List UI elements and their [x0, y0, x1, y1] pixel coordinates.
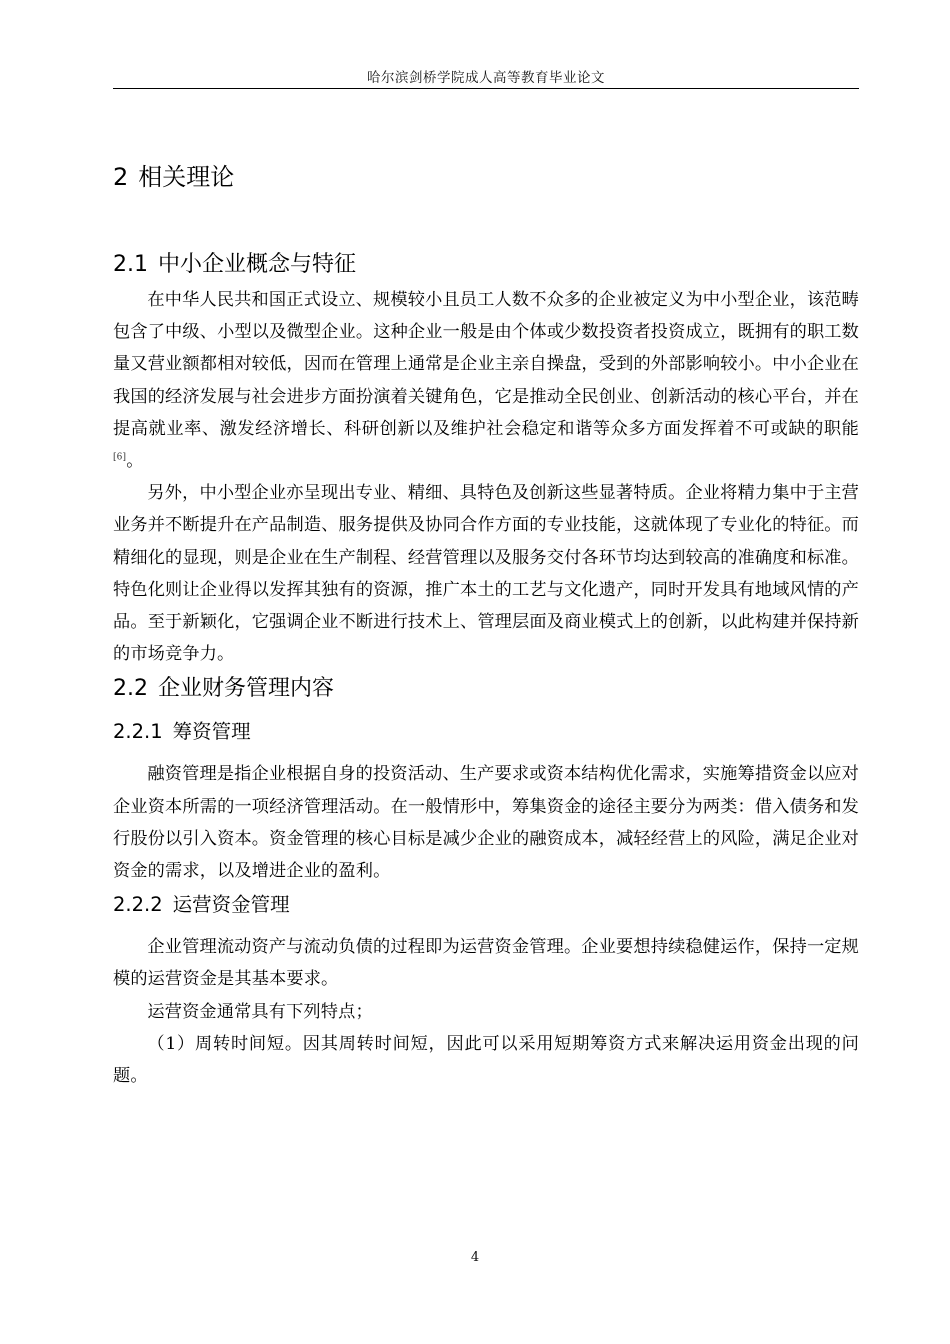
subsection-title: 筹资管理	[172, 720, 251, 744]
subsection-heading-2-2-1	[113, 714, 859, 750]
paragraph-working-capital: 企业管理流动资产与流动负债的过程即为运营资金管理。企业要想持续稳健运作，保持一定规模的运营资金是其基本要求。	[113, 937, 859, 990]
spacer	[113, 750, 859, 758]
section-title: 企业财务管理内容	[158, 676, 335, 702]
chapter-heading	[113, 155, 859, 199]
chapter-title: 相关理论	[138, 163, 235, 191]
spacer	[113, 923, 859, 931]
page-number: 4	[470, 1250, 480, 1265]
spacer	[113, 199, 859, 246]
page-body	[113, 155, 859, 1092]
section-number: 2.1	[113, 252, 148, 277]
citation-ref: [6]	[113, 452, 127, 463]
list-item-1: （1）周转时间短。因其周转时间短，因此可以采用短期筹资方式来解决运用资金出现的问题。	[113, 1033, 859, 1087]
chapter-number: 2	[113, 163, 129, 191]
subsection-title: 运营资金管理	[172, 893, 290, 917]
section-heading-2-1	[113, 246, 859, 284]
header-rule	[113, 88, 859, 89]
subsection-heading-2-2-2	[113, 887, 859, 923]
paragraph-end: 。	[126, 451, 144, 472]
paragraph-financing: 融资管理是指企业根据自身的投资活动、生产要求或资本结构优化需求，实施筹措资金以应对企业资本所需的一项经济管理活动。在一般情形中，筹集资金的途径主要分为两类：借入债务和发行股份以引入资本。资金管理的核心目标是减少企业的融资成本，减轻经营上的风险，满足企业对资金的需求，以及增进企业的盈利。	[113, 764, 859, 882]
subsection-number: 2.2.2	[113, 893, 163, 917]
paragraph-features-intro: 运营资金通常具有下列特点；	[147, 1001, 373, 1022]
subsection-number: 2.2.1	[113, 720, 163, 744]
paragraph-sme-definition	[113, 284, 859, 477]
section-heading-2-2	[113, 670, 859, 708]
section-title: 中小企业概念与特征	[158, 252, 357, 277]
running-header: 哈尔滨剑桥学院成人高等教育毕业论文	[367, 70, 605, 86]
section-number: 2.2	[113, 676, 148, 702]
paragraph-text: 在中华人民共和国正式设立、规模较小且员工人数不众多的企业被定义为中小型企业，该范畴包含了中级、小型以及微型企业。这种企业一般是由个体或少数投资者投资成立，既拥有的职工数量又营业额都相对较低，因而在管理上通常是企业主亲自操盘，受到的外部影响较小。中小企业在我国的经济发展与社会进步方面扮演着关键角色，它是推动全民创业、创新活动的核心平台，并在提高就业率、激发经济增长、科研创新以及维护社会稳定和谐等众多方面发挥着不可或缺的职能	[113, 290, 859, 439]
paragraph-sme-features: 另外，中小型企业亦呈现出专业、精细、具特色及创新这些显著特质。企业将精力集中于主营业务并不断提升在产品制造、服务提供及协同合作方面的专业技能，这就体现了专业化的特征。而精细化的显现，则是企业在生产制程、经营管理以及服务交付各环节均达到较高的准确度和标准。特色化则让企业得以发挥其独有的资源，推广本土的工艺与文化遗产，同时开发具有地域风情的产品。至于新颖化，它强调企业不断进行技术上、管理层面及商业模式上的创新，以此构建并保持新的市场竞争力。	[113, 483, 859, 665]
